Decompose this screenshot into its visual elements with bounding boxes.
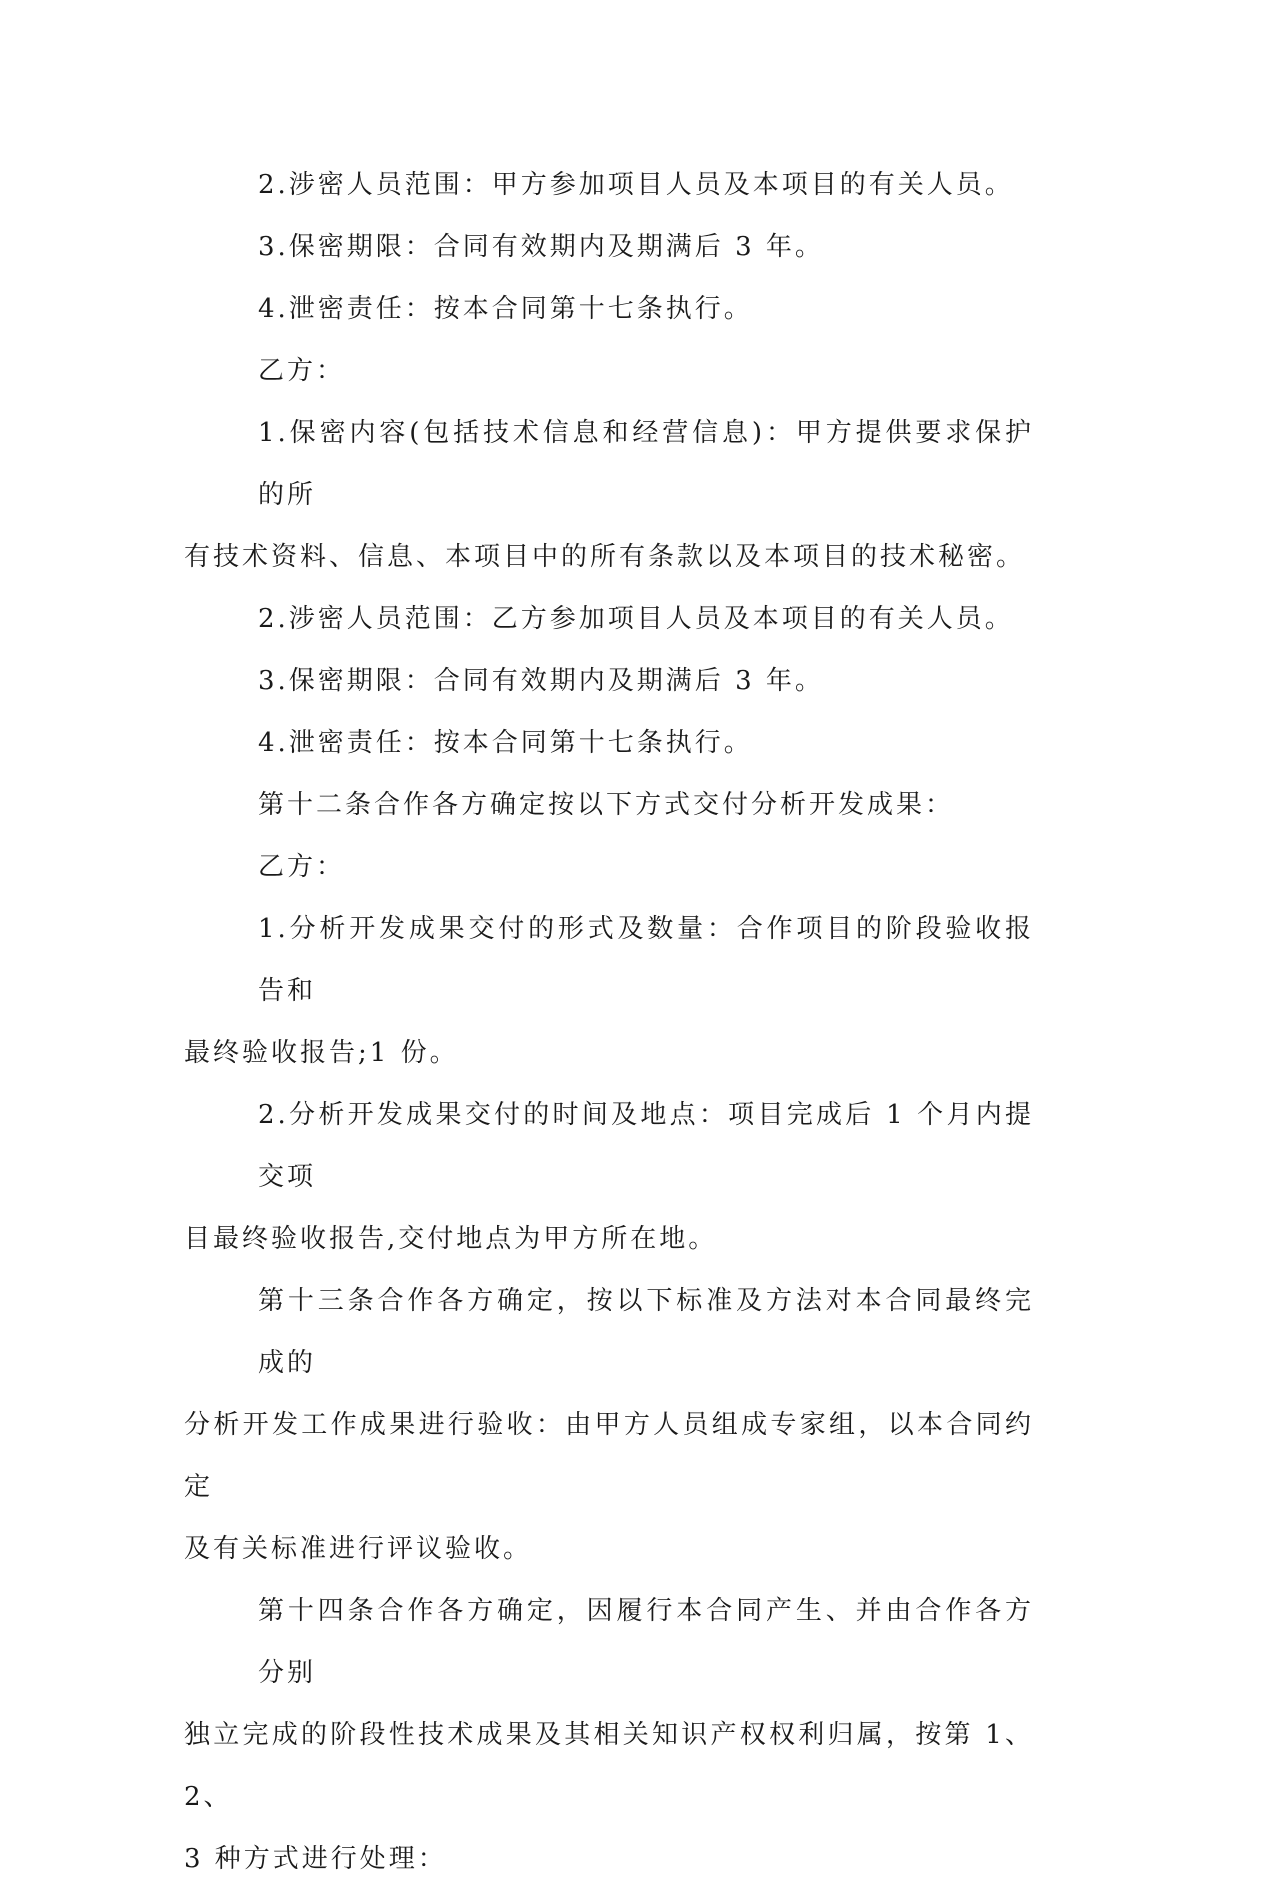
paragraph-line: 3 种方式进行处理：: [184, 1844, 447, 1874]
paragraph-3: [184, 278, 1034, 340]
paragraph-line: 乙方：: [258, 356, 346, 386]
paragraph-line: 第十四条合作各方确定，因履行本合同产生、并由合作各方分别: [258, 1596, 1034, 1688]
paragraph-line: 独立完成的阶段性技术成果及其相关知识产权权利归属，按第 1、2、: [184, 1720, 1034, 1812]
paragraph-line: 分析开发工作成果进行验收：由甲方人员组成专家组，以本合同约定: [184, 1410, 1034, 1502]
paragraph-8: [184, 712, 1034, 774]
paragraph-5: [184, 402, 1034, 588]
paragraph-4: [184, 340, 1034, 402]
paragraph-line: 4.泄密责任：按本合同第十七条执行。: [258, 294, 753, 324]
paragraph-line: 3.保密期限：合同有效期内及期满后 3 年。: [258, 232, 824, 262]
paragraph-line: 2.涉密人员范围：甲方参加项目人员及本项目的有关人员。: [258, 170, 1014, 200]
paragraph-2: [184, 216, 1034, 278]
paragraph-line: 第十三条合作各方确定，按以下标准及方法对本合同最终完成的: [258, 1286, 1034, 1378]
paragraph-6: [184, 588, 1034, 650]
paragraph-line: 2.分析开发成果交付的时间及地点：项目完成后 1 个月内提交项: [258, 1100, 1034, 1192]
paragraph-line: 第十二条合作各方确定按以下方式交付分析开发成果：: [258, 790, 955, 820]
paragraph-line: 目最终验收报告,交付地点为甲方所在地。: [184, 1224, 718, 1254]
document-body: [184, 154, 1034, 1890]
paragraph-line: 乙方：: [258, 852, 346, 882]
paragraph-line: 1.分析开发成果交付的形式及数量：合作项目的阶段验收报告和: [258, 914, 1034, 1006]
paragraph-14: [184, 1580, 1034, 1890]
paragraph-1: [184, 154, 1034, 216]
paragraph-10: [184, 836, 1034, 898]
paragraph-line: 1.保密内容(包括技术信息和经营信息)：甲方提供要求保护的所: [258, 418, 1034, 510]
paragraph-12: [184, 1084, 1034, 1270]
paragraph-9: [184, 774, 1034, 836]
paragraph-line: 2.涉密人员范围：乙方参加项目人员及本项目的有关人员。: [258, 604, 1014, 634]
paragraph-11: [184, 898, 1034, 1084]
paragraph-7: [184, 650, 1034, 712]
paragraph-13: [184, 1270, 1034, 1580]
paragraph-line: 有技术资料、信息、本项目中的所有条款以及本项目的技术秘密。: [184, 542, 1026, 572]
paragraph-line: 4.泄密责任：按本合同第十七条执行。: [258, 728, 753, 758]
paragraph-line: 最终验收报告;1 份。: [184, 1038, 459, 1068]
paragraph-line: 及有关标准进行评议验收。: [184, 1534, 533, 1564]
paragraph-line: 3.保密期限：合同有效期内及期满后 3 年。: [258, 666, 824, 696]
